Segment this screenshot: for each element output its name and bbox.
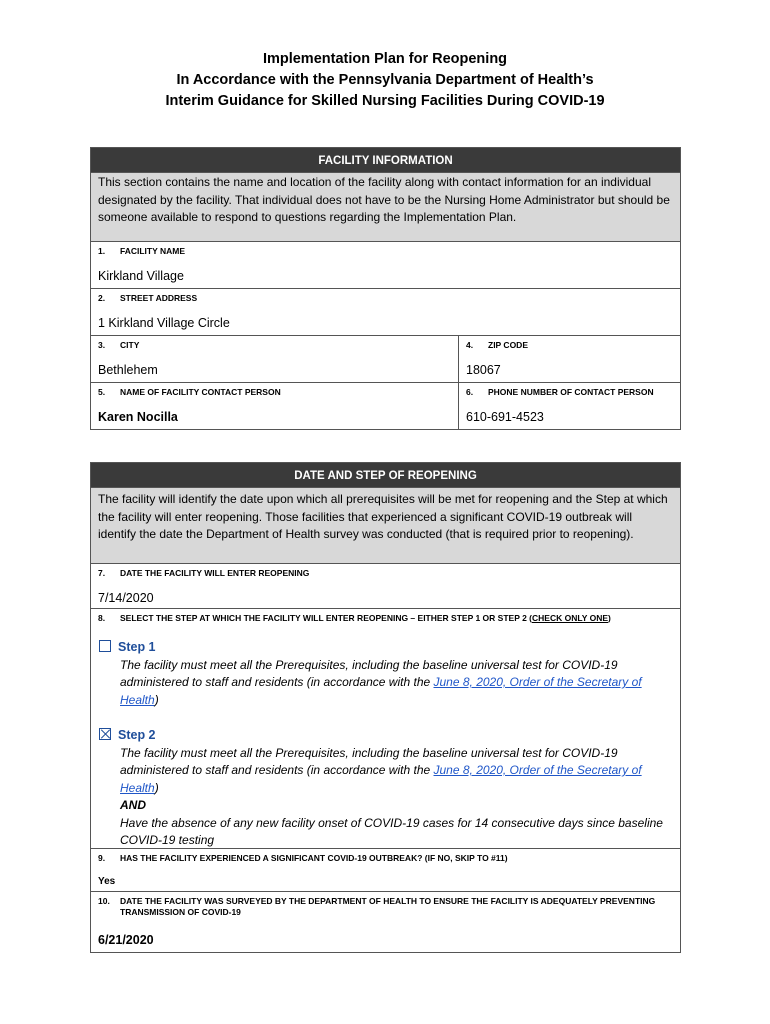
- outbreak-row: [91, 848, 680, 891]
- city-zip-row: [91, 335, 680, 382]
- section-header: FACILITY INFORMATION: [91, 148, 680, 172]
- title-line-3: Interim Guidance for Skilled Nursing Facilities During COVID-19: [165, 93, 605, 109]
- field-label: FACILITY NAME: [120, 246, 186, 256]
- contact-phone-cell[interactable]: 6. PHONE NUMBER OF CONTACT PERSON 610-691-4523: [458, 383, 680, 429]
- step-1-title[interactable]: Step 1: [118, 640, 156, 654]
- field-label: SELECT THE STEP AT WHICH THE FACILITY WILL ENTER REOPENING – EITHER STEP 1 OR STEP 2 (: [120, 613, 532, 623]
- survey-date-row: [91, 891, 680, 952]
- field-label: ZIP CODE: [488, 340, 528, 350]
- step-2-title[interactable]: Step 2: [118, 728, 156, 742]
- document-title: [0, 49, 770, 112]
- survey-date-value[interactable]: 6/21/2020: [98, 933, 154, 947]
- field-label: HAS THE FACILITY EXPERIENCED A SIGNIFICANT COVID-19 OUTBREAK? (IF NO, SKIP TO #11): [120, 853, 508, 863]
- field-label: DATE THE FACILITY WAS SURVEYED BY THE DEPARTMENT OF HEALTH TO ENSURE THE FACILITY IS ADEQUATELY PREVENTING TRANSMISSION OF COVID-19: [120, 896, 656, 917]
- contact-phone-value[interactable]: 610-691-4523: [466, 410, 544, 424]
- reopening-date-value[interactable]: 7/14/2020: [98, 591, 154, 605]
- step-selection-cell: 8. SELECT THE STEP AT WHICH THE FACILITY WILL ENTER REOPENING – EITHER STEP 1 OR STEP 2 (CHECK ONLY ONE) Step 1 The facility must meet all the Prerequisites, including the baseline universal test for COVID-19 administered to staff and residents (in accordance with the June 8, 2020, Order of the Secretary of Health) Step 2 The facility must meet all the Prerequisites, including the baseline universal test for COVID-19 administered to staff and residents (in accordance with the June 8, 2020, Order of the Secretary of Health) AND Have the absence of any new facility onset of COVID-19 cases for 14 consecutive days since baseline COVID-19 testing: [91, 609, 680, 848]
- contact-name-cell[interactable]: 5. NAME OF FACILITY CONTACT PERSON Karen Nocilla: [98, 387, 281, 424]
- reopening-date-row: [91, 563, 680, 608]
- step-selection-row: [91, 608, 680, 848]
- secretary-order-link[interactable]: June 8, 2020, Order of the Secretary of Health: [120, 763, 642, 795]
- step-2-option: [98, 727, 673, 850]
- contact-row: [91, 382, 680, 429]
- street-address-cell[interactable]: 2. STREET ADDRESS 1 Kirkland Village Circle: [98, 293, 230, 330]
- city-value[interactable]: Bethlehem: [98, 363, 158, 377]
- reopening-date-cell[interactable]: 7. DATE THE FACILITY WILL ENTER REOPENING 7/14/2020: [98, 568, 310, 605]
- facility-name-value[interactable]: Kirkland Village: [98, 269, 184, 283]
- step-2-extra-text: Have the absence of any new facility onset of COVID-19 cases for 14 consecutive days since baseline COVID-19 testing: [120, 815, 663, 847]
- field-label: CITY: [120, 340, 140, 350]
- step-1-text: The facility must meet all the Prerequisites, including the baseline universal test for COVID-19 administered to staff and residents (in accordance with the June 8, 2020, Order of the Secretary of Health): [120, 657, 642, 707]
- street-address-value[interactable]: 1 Kirkland Village Circle: [98, 316, 230, 330]
- check-only-one-note: CHECK ONLY ONE: [532, 613, 609, 623]
- zip-value[interactable]: 18067: [466, 363, 501, 377]
- title-line-1: Implementation Plan for Reopening: [262, 51, 508, 67]
- step-2-text: The facility must meet all the Prerequisites, including the baseline universal test for COVID-19 administered to staff and residents (in accordance with the June 8, 2020, Order of the Secretary of Health): [120, 745, 642, 795]
- city-cell[interactable]: 3. CITY Bethlehem: [98, 340, 158, 377]
- field-label: STREET ADDRESS: [120, 293, 198, 303]
- section-description: The facility will identify the date upon which all prerequisites will be met for reopening and the Step at which the facility will enter reopening. Those facilities that experienced a significant COVID-19 outbreak will identify the date the Department of Health survey was conducted (that is required prior to reopening).: [91, 487, 680, 563]
- contact-name-value[interactable]: Karen Nocilla: [98, 410, 178, 424]
- facility-name-cell[interactable]: 1. FACILITY NAME Kirkland Village: [98, 246, 186, 283]
- secretary-order-link[interactable]: June 8, 2020, Order of the Secretary of Health: [120, 675, 642, 707]
- survey-date-cell[interactable]: 10. DATE THE FACILITY WAS SURVEYED BY THE DEPARTMENT OF HEALTH TO ENSURE THE FACILITY IS ADEQUATELY PREVENTING TRANSMISSION OF COVID-19 6/21/2020: [91, 892, 680, 952]
- zip-cell[interactable]: 4. ZIP CODE 18067: [458, 336, 680, 382]
- step-1-checkbox[interactable]: [99, 640, 111, 652]
- facility-information-section: [90, 147, 681, 430]
- facility-name-row: [91, 241, 680, 288]
- step-2-checkbox[interactable]: [99, 728, 111, 740]
- and-label: AND: [120, 798, 146, 812]
- title-line-2: In Accordance with the Pennsylvania Department of Health’s: [176, 72, 594, 88]
- step-1-option: [98, 639, 673, 709]
- reopening-section: [90, 462, 681, 953]
- outbreak-cell[interactable]: 9. HAS THE FACILITY EXPERIENCED A SIGNIFICANT COVID-19 OUTBREAK? (IF NO, SKIP TO #11) Yes: [98, 853, 508, 887]
- street-address-row: [91, 288, 680, 335]
- field-label: DATE THE FACILITY WILL ENTER REOPENING: [120, 568, 310, 578]
- section-header: DATE AND STEP OF REOPENING: [91, 463, 680, 487]
- outbreak-value[interactable]: Yes: [98, 876, 116, 887]
- field-label: NAME OF FACILITY CONTACT PERSON: [120, 387, 281, 397]
- section-description: This section contains the name and location of the facility along with contact information for an individual designated by the facility. That individual does not have to be the Nursing Home Administrator but should be someone available to respond to questions regarding the Implementation Plan.: [91, 172, 680, 241]
- field-label: PHONE NUMBER OF CONTACT PERSON: [488, 387, 654, 397]
